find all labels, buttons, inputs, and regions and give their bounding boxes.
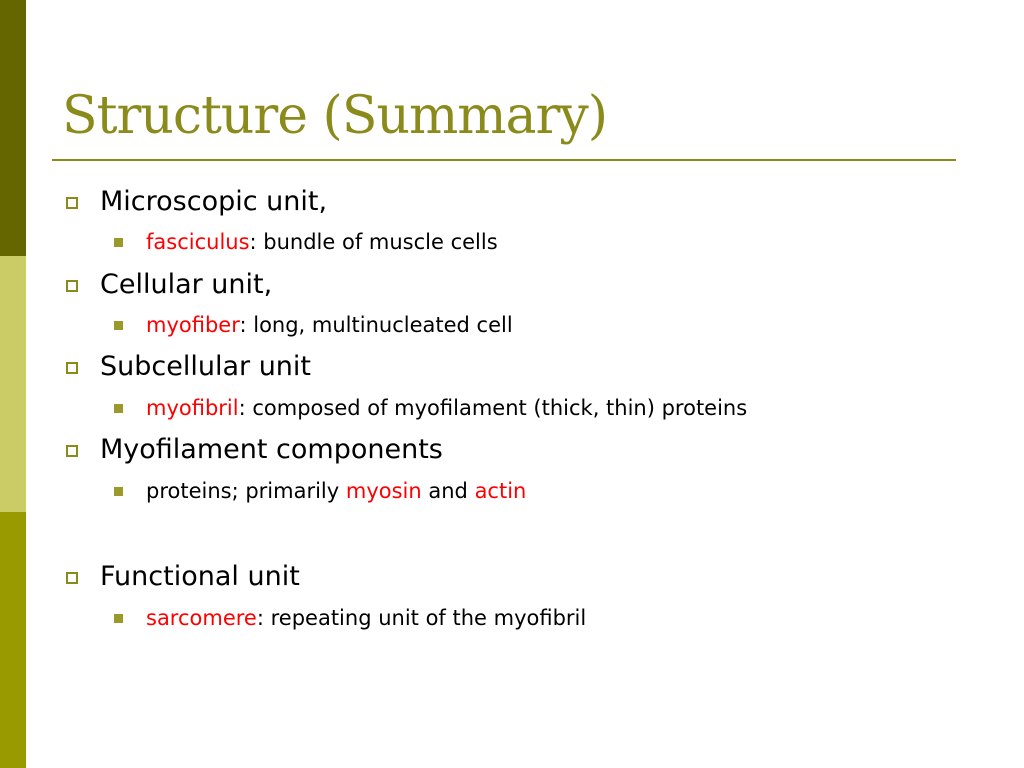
bullet-text: Microscopic unit, (100, 186, 328, 217)
text-run: : long, multinucleated cell (239, 313, 513, 337)
hollow-square-bullet-icon (66, 572, 78, 584)
text-run: myofiber (146, 313, 240, 337)
text-run: proteins; primarily (146, 479, 346, 503)
filled-square-bullet-icon (114, 238, 123, 247)
filled-square-bullet-icon (114, 487, 123, 496)
hollow-square-bullet-icon (66, 197, 78, 209)
sub-bullet-text (146, 476, 526, 506)
text-run: myosin (345, 479, 422, 503)
sub-bullet-text (146, 227, 498, 257)
bullet-text: Functional unit (100, 561, 300, 592)
hollow-square-bullet-icon (66, 445, 78, 457)
filled-square-bullet-icon (114, 404, 123, 413)
text-run: myofibril (146, 396, 239, 420)
bullet-text: Cellular unit, (100, 269, 273, 300)
hollow-square-bullet-icon (66, 280, 78, 292)
text-run: fasciculus (146, 230, 250, 254)
filled-square-bullet-icon (114, 321, 123, 330)
bullet-text: Myofilament components (100, 434, 443, 465)
text-run: : bundle of muscle cells (249, 230, 498, 254)
text-run: : composed of myofilament (thick, thin) proteins (238, 396, 748, 420)
bullet-text: Subcellular unit (100, 351, 312, 382)
text-run: and (421, 479, 475, 503)
sub-bullet-text (146, 393, 747, 423)
text-run: sarcomere (146, 606, 257, 630)
text-run: actin (474, 479, 527, 503)
hollow-square-bullet-icon (66, 362, 78, 374)
text-run: : repeating unit of the myofibril (256, 606, 587, 630)
slide-title: Structure (Summary) (62, 86, 608, 146)
filled-square-bullet-icon (114, 614, 123, 623)
sub-bullet-text (146, 603, 586, 633)
sub-bullet-text (146, 310, 513, 340)
